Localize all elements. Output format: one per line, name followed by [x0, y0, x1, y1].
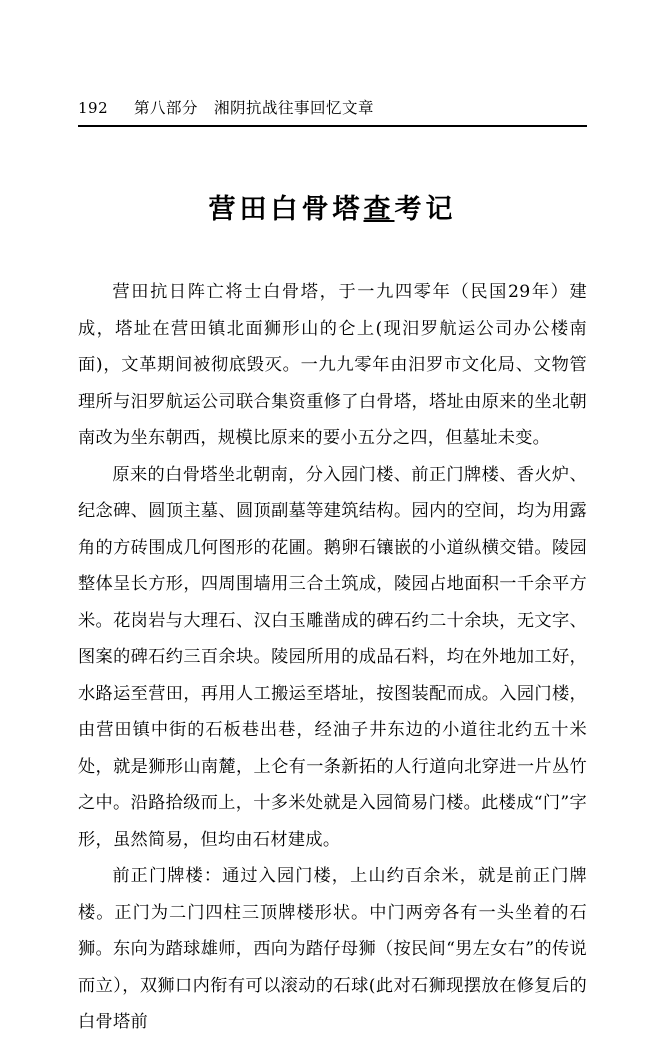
- article-body: [78, 274, 587, 1041]
- paragraph-1: 营田抗日阵亡将士白骨塔，于一九四零年（民国29年）建成，塔址在营田镇北面狮形山的仑上(现汨罗航运公司办公楼南面)，文革期间被彻底毁灭。一九九零年由汨罗市文化局、文物管理所与汨罗航运公司联合集资重修了白骨塔，塔址由原来的坐北朝南改为坐东朝西，规模比原来的要小五分之四，但墓址未变。: [78, 282, 587, 448]
- page-number: 192: [78, 99, 109, 117]
- title-part-underlined: 查: [363, 194, 395, 225]
- header-divider: [78, 125, 587, 127]
- page-header: [78, 0, 587, 118]
- title-part-before: 营田白骨塔: [208, 194, 364, 225]
- running-header-title: 第八部分 湘阴抗战往事回忆文章: [134, 99, 375, 117]
- title-part-after: 考记: [394, 194, 457, 225]
- page-title: [78, 187, 587, 226]
- paragraph-3: 前正门牌楼：通过入园门楼，上山约百余米，就是前正门牌楼。正门为二门四柱三顶牌楼形状。中门两旁各有一头坐着的石狮。东向为踏球雄师，西向为踏仔母狮（按民间“男左女右”的传说而立），双狮口内衔有可以滚动的石球(此对石狮现摆放在修复后的白骨塔前: [78, 866, 587, 1032]
- paragraph-2: 原来的白骨塔坐北朝南，分入园门楼、前正门牌楼、香火炉、纪念碑、圆顶主墓、圆顶副墓等建筑结构。园内的空间，均为用露角的方砖围成几何图形的花圃。鹅卵石镶嵌的小道纵横交错。陵园整体呈长方形，四周围墙用三合土筑成，陵园占地面积一千余平方米。花岗岩与大理石、汉白玉雕凿成的碑石约二十余块，无文字、图案的碑石约三百余块。陵园所用的成品石料，均在外地加工好，水路运至营田，再用人工搬运至塔址，按图装配而成。入园门楼，由营田镇中街的石板巷出巷，经油子井东边的小道往北约五十米处，就是狮形山南麓，上仑有一条新拓的人行道向北穿进一片丛竹之中。沿路拾级而上，十多米处就是入园简易门楼。此楼成“门”字形，虽然简易，但均由石材建成。: [78, 464, 587, 850]
